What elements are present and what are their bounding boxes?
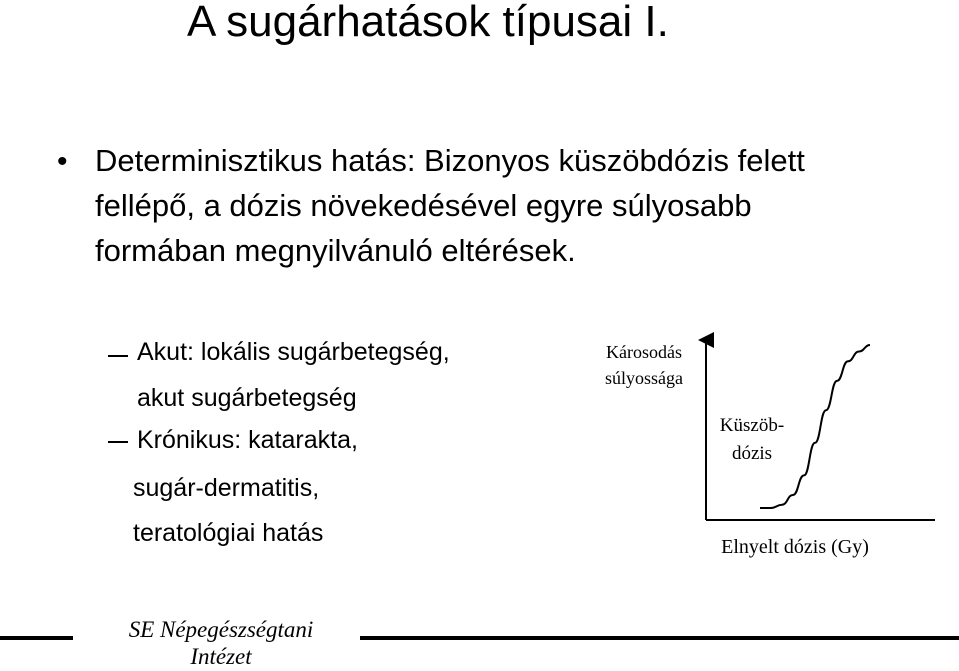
bullet-text: Determinisztikus hatás: Bizonyos küszöbdózis felett fellépő, a dózis növekedésével egyre súlyosabb formában megnyilvánuló eltérések.	[95, 143, 805, 268]
subitem-acute-line1: Akut: lokális sugárbetegség,	[137, 338, 450, 366]
subitem-acute-line2: akut sugárbetegség	[137, 384, 357, 412]
footer-rule-right	[360, 636, 959, 640]
subitem-chronic-line1: Krónikus: katarakta,	[137, 426, 358, 454]
footer-line1: SE Népegészségtani	[128, 617, 314, 642]
x-axis-label: Elnyelt dózis (Gy)	[721, 536, 869, 558]
subitem-chronic-line3: teratológiai hatás	[133, 519, 324, 547]
y-axis-label-line2: súlyossága	[605, 368, 683, 388]
footer-institute	[106, 616, 336, 670]
footer-rule-left	[0, 636, 73, 640]
page-title: A sugárhatások típusai I.	[187, 0, 669, 46]
footer-line2: Intézet	[190, 644, 252, 669]
bullet-marker: •	[57, 145, 68, 178]
y-axis-label-line1: Károsodás	[606, 342, 682, 362]
subitem-chronic-line2: sugár-dermatitis,	[133, 474, 320, 502]
threshold-label-line1: Küszöb-	[719, 415, 785, 436]
threshold-label-line2: dózis	[731, 443, 773, 464]
